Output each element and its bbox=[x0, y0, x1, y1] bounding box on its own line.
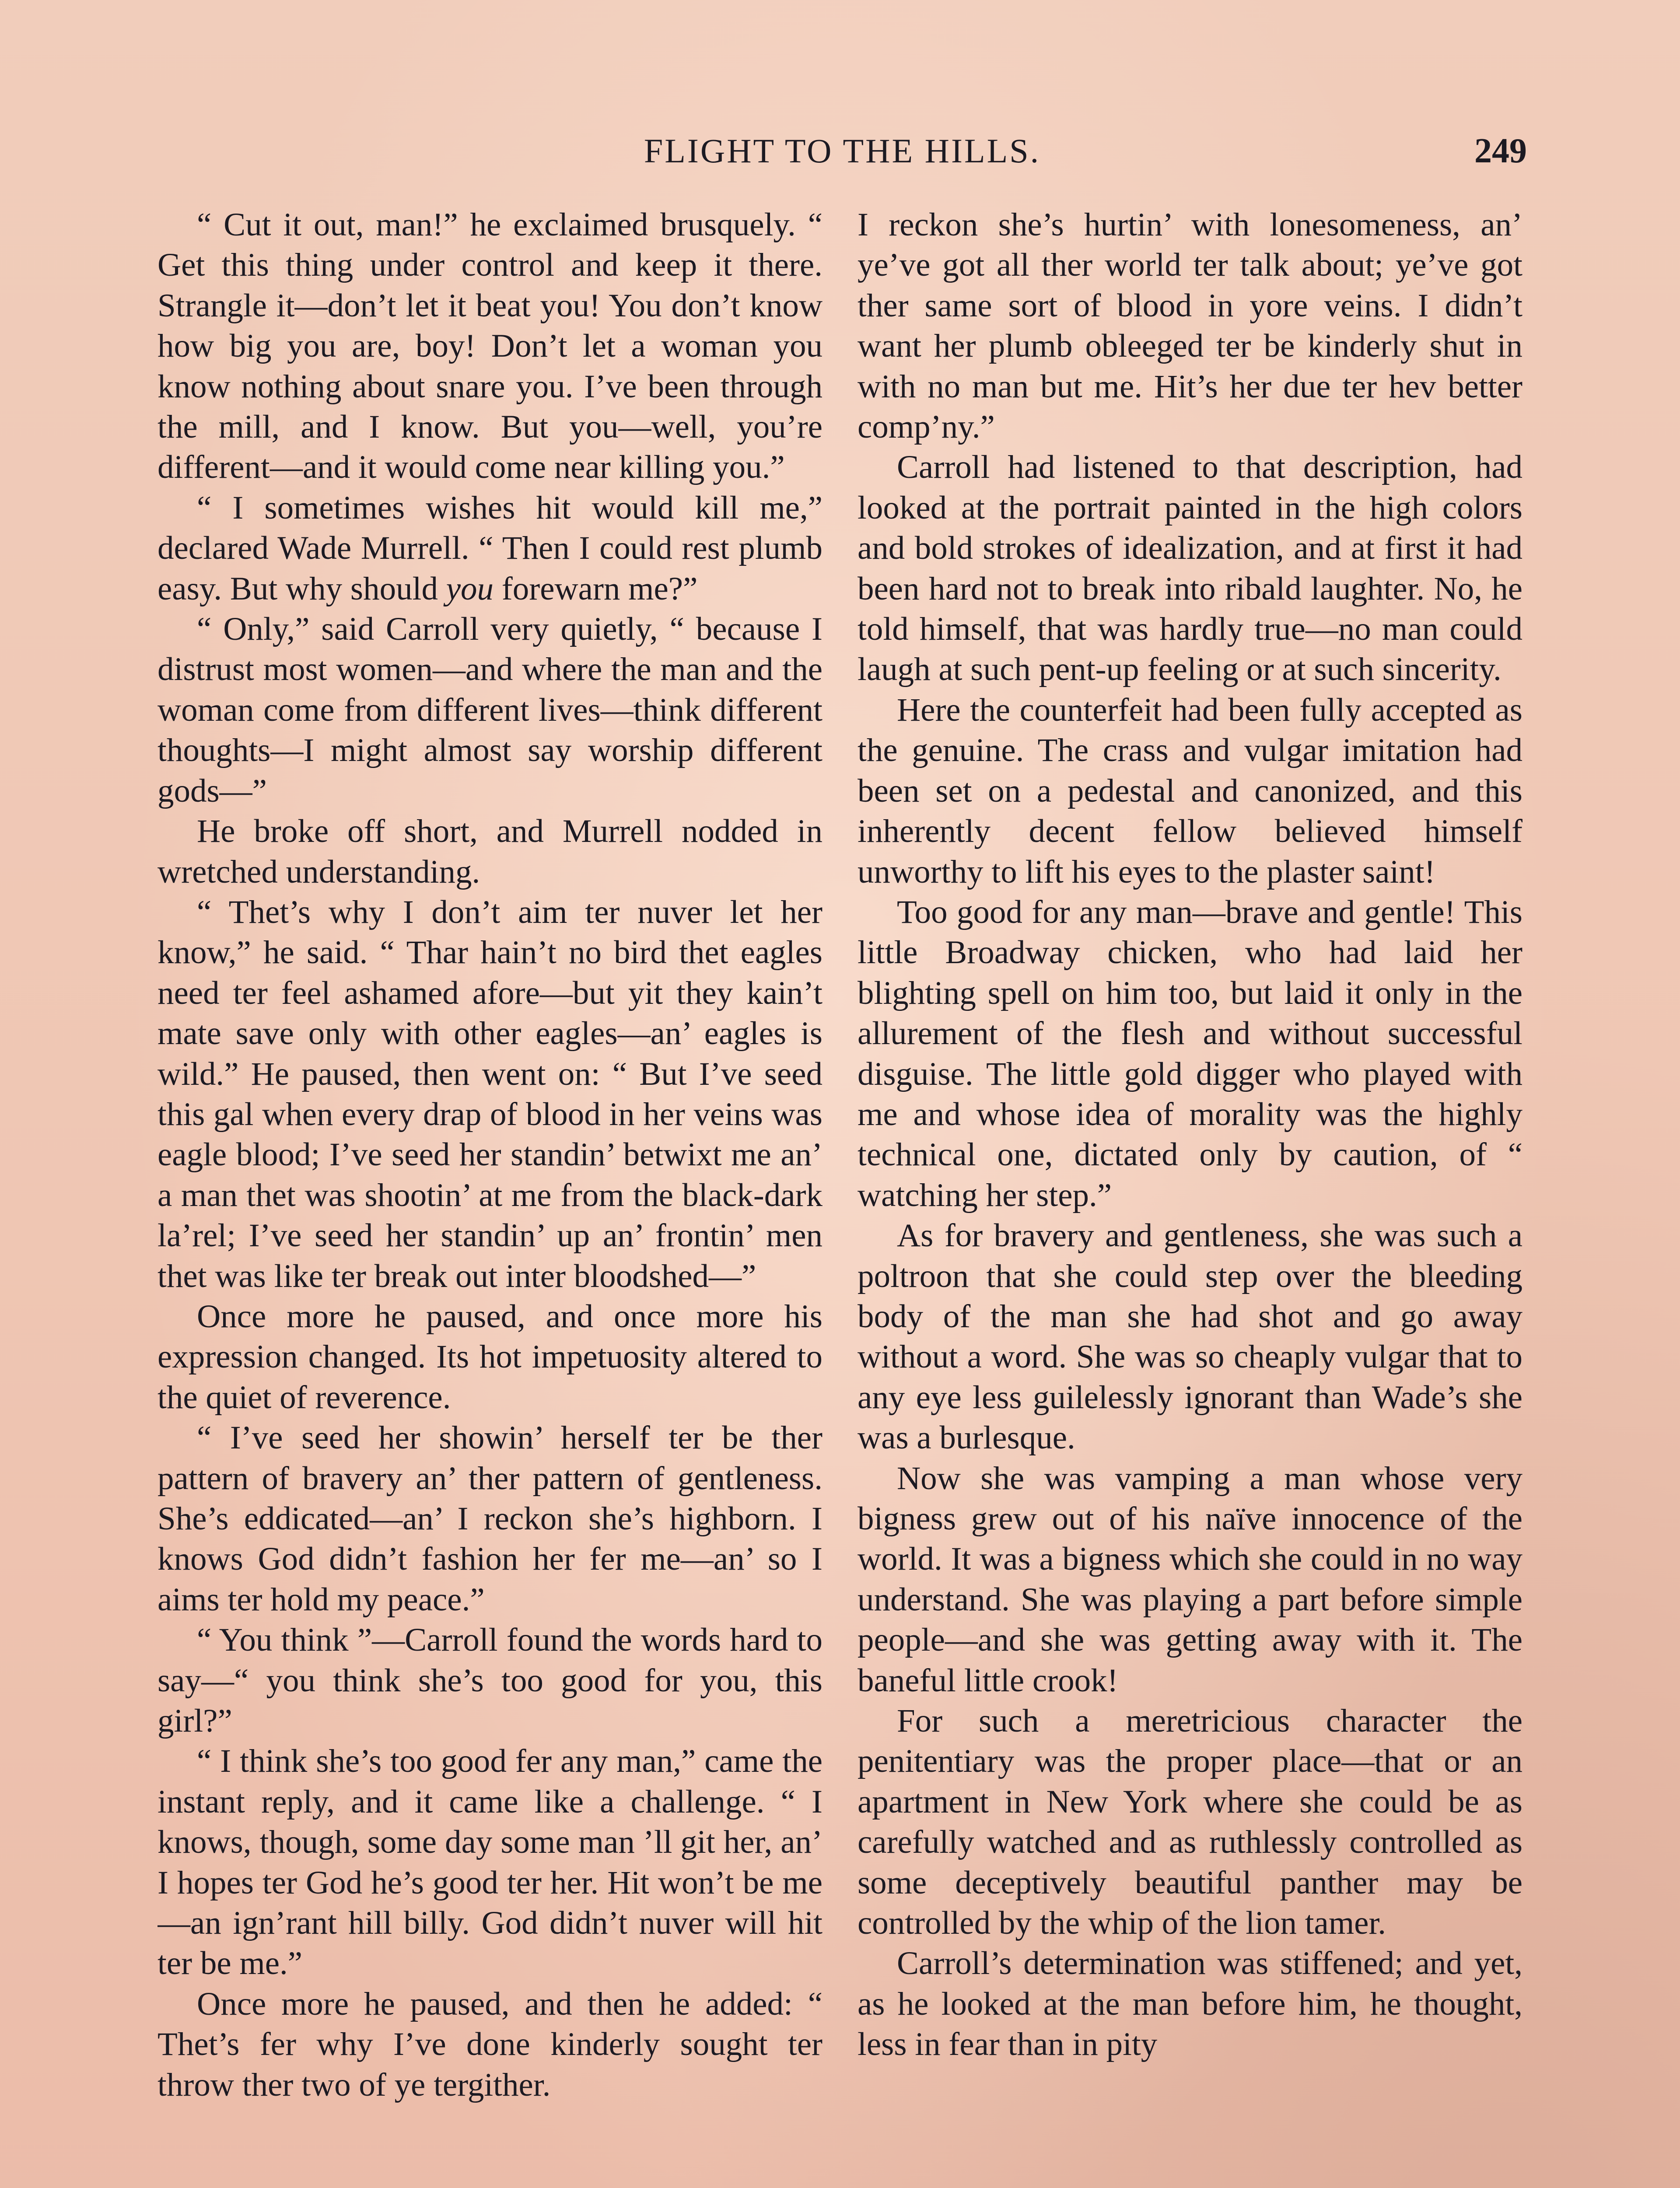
paragraph bbox=[158, 488, 822, 609]
left-column bbox=[158, 205, 822, 2188]
paragraph: He broke off short, and Murrell nodded in wretched understanding. bbox=[158, 813, 822, 890]
paragraph: “ Cut it out, man!” he exclaimed brusquely. “ Get this thing under control and keep it there. Strangle it—don’t let it beat you! You don’t know how big you are, boy! Don’t let a woman you know nothing about snare you. I’ve been through the mill, and I know. But you—well, you’re different—and it would come near killing you.” bbox=[158, 207, 822, 486]
right-column bbox=[858, 205, 1522, 2188]
paragraph: Too good for any man—brave and gentle! This little Broadway chicken, who had laid her blighting spell on him too, but laid it only in the allurement of the flesh and without successful disguise. The little gold digger who played with me and whose idea of morality was the highly technical one, dictated only by caution, of “ watching her step.” bbox=[858, 894, 1522, 1213]
paragraph: “ You think ”—Carroll found the words hard to say—“ you think she’s too good for you, this girl?” bbox=[158, 1622, 822, 1739]
paragraph: Once more he paused, and once more his expression changed. Its hot impetuosity altered to the quiet of reverence. bbox=[158, 1298, 822, 1416]
paragraph-text: “ I sometimes wishes hit would kill me,” declared Wade Murrell. “ Then I could rest plumb easy. But why should bbox=[158, 489, 822, 607]
page-header bbox=[158, 127, 1527, 179]
paragraph: Carroll had listened to that description, had looked at the portrait painted in the high colors and bold strokes of idealization, and at first it had been hard not to break into ribald laughter. No, he told himself, that was hardly true—no man could laugh at such pent-up feeling or at such sincerity. bbox=[858, 449, 1522, 688]
paragraph: For such a meretricious character the penitentiary was the proper place—that or an apartment in New York where she could be as carefully watched and as ruthlessly controlled as some deceptively beautiful panther may be controlled by the whip of the lion tamer. bbox=[858, 1703, 1522, 1942]
paragraph: Now she was vamping a man whose very bigness grew out of his naïve innocence of the world. It was a bigness which she could in no way understand. She was playing a part before simple people—and she was getting away with it. The baneful little crook! bbox=[858, 1460, 1522, 1699]
paragraph-continued: I reckon she’s hurtin’ with lonesomeness, an’ ye’ve got all ther world ter talk about; ye’ve got ther same sort of blood in yore veins. I didn’t want her plumb obleeged ter be kinderly shut in with no man but me. Hit’s her due ter hev better comp’ny.” bbox=[858, 207, 1522, 445]
paragraph-text: forewarn me?” bbox=[501, 570, 698, 607]
paragraph: “ I think she’s too good fer any man,” came the instant reply, and it came like a challenge. “ I knows, though, some day some man ’ll git her, an’ I hopes ter God he’s good ter her. Hit won’t be me—an ign’rant hill billy. God didn’t nuver will hit ter be me.” bbox=[158, 1743, 822, 1982]
running-title: FLIGHT TO THE HILLS. bbox=[644, 132, 1041, 170]
paragraph: “ Only,” said Carroll very quietly, “ because I distrust most women—and where the man and the woman come from different lives—think different thoughts—I might almost say worship different gods—” bbox=[158, 611, 822, 809]
paragraph: “ I’ve seed her showin’ herself ter be ther pattern of bravery an’ ther pattern of gentleness. She’s eddicated—an’ I reckon she’s highborn. I knows God didn’t fashion her fer me—an’ so I aims ter hold my peace.” bbox=[158, 1420, 822, 1618]
paragraph: Here the counterfeit had been fully accepted as the genuine. The crass and vulgar imitation had been set on a pedestal and canonized, and this inherently decent fellow believed himself unworthy to lift his eyes to the plaster saint! bbox=[858, 691, 1522, 890]
paragraph: “ Thet’s why I don’t aim ter nuver let her know,” he said. “ Thar hain’t no bird thet eagles need ter feel ashamed afore—but yit they kain’t mate save only with other eagles—an’ eagles is wild.” He paused, then went on: “ But I’ve seed this gal when every drap of blood in her veins was eagle blood; I’ve seed her standin’ betwixt me an’ a man thet was shootin’ at me from the black-dark la’rel; I’ve seed her standin’ up an’ frontin’ men thet was like ter break out inter bloodshed—” bbox=[158, 894, 822, 1294]
paragraph: As for bravery and gentleness, she was such a poltroon that she could step over the bleeding body of the man she had shot and go away without a word. She was so cheaply vulgar that to any eye less guilelessly ignorant than Wade’s she was a burlesque. bbox=[858, 1217, 1522, 1456]
paragraph: Once more he paused, and then he added: “ Thet’s fer why I’ve done kinderly sought ter throw ther two of ye tergither. bbox=[158, 1985, 822, 2103]
emphasis-text: you bbox=[446, 570, 494, 607]
paragraph: Carroll’s determination was stiffened; and yet, as he looked at the man before him, he thought, less in fear than in pity bbox=[858, 1945, 1522, 2063]
page-number: 249 bbox=[1474, 132, 1527, 170]
